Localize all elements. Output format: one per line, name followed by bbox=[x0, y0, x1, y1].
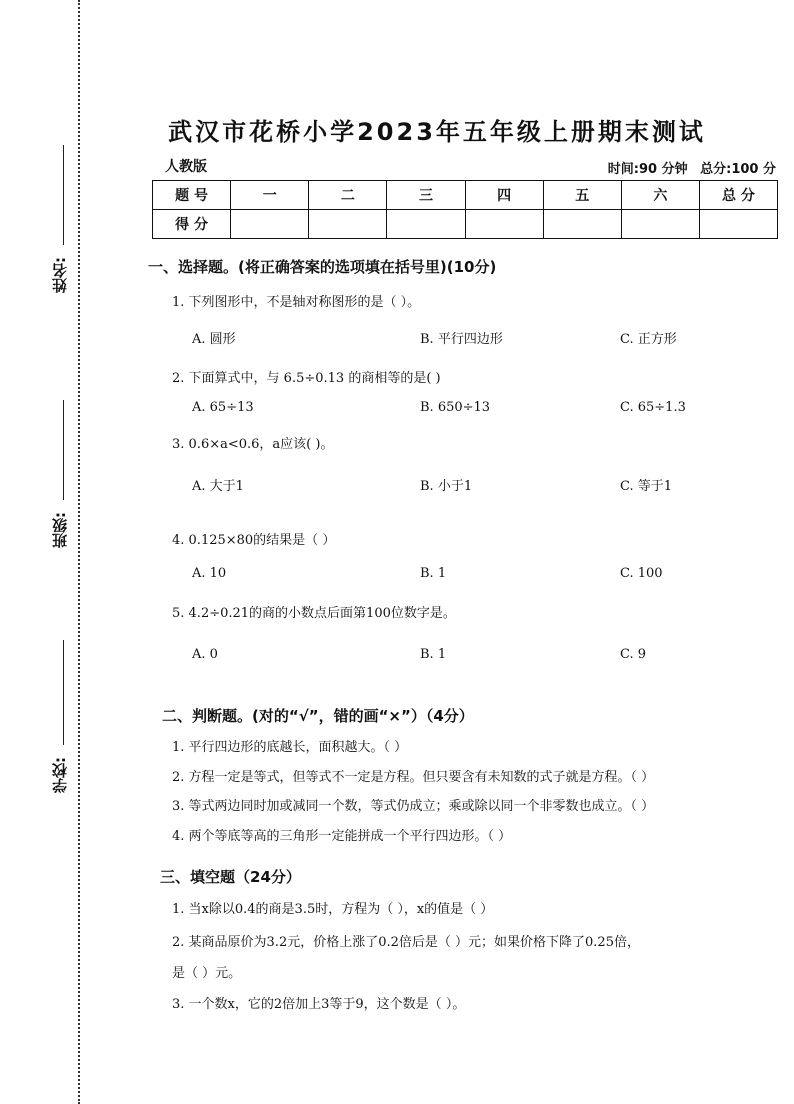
option-2b: B. 650÷13 bbox=[420, 400, 491, 415]
total-score: 总分:100 分 bbox=[700, 162, 776, 177]
score-entry-cell[interactable] bbox=[231, 210, 309, 239]
option-4b: B. 1 bbox=[420, 566, 447, 581]
class-underline bbox=[63, 400, 64, 500]
question-4: 4. 0.125×80的结果是（ ） bbox=[172, 533, 336, 548]
option-1c: C. 正方形 bbox=[620, 332, 677, 347]
name-label: 姓名: bbox=[51, 257, 69, 293]
section2-heading: 二、判断题。(对的“√”，错的画“×”）（4分） bbox=[162, 707, 474, 725]
edition-label: 人教版 bbox=[165, 159, 207, 175]
table-cell: 二 bbox=[309, 181, 387, 210]
class-label: 班级: bbox=[51, 512, 69, 548]
school-underline bbox=[63, 640, 64, 745]
question-1: 1. 下列图形中，不是轴对称图形的是（ ）。 bbox=[172, 295, 421, 310]
option-3c: C. 等于1 bbox=[620, 479, 673, 494]
option-4a: A. 10 bbox=[192, 566, 227, 581]
table-cell: 六 bbox=[621, 181, 699, 210]
judge-item-3: 3. 等式两边同时加或减同一个数，等式仍成立；乘或除以同一个非零数也成立。（ ） bbox=[172, 799, 655, 814]
fill-item-1: 1. 当x除以0.4的商是3.5时，方程为（ ），x的值是（ ） bbox=[172, 902, 494, 917]
time-info bbox=[600, 158, 776, 177]
score-entry-cell[interactable] bbox=[621, 210, 699, 239]
option-5c: C. 9 bbox=[620, 647, 647, 662]
exam-title: 武汉市花桥小学2023年五年级上册期末测试 bbox=[168, 118, 706, 146]
table-cell: 得 分 bbox=[153, 210, 231, 239]
table-cell: 五 bbox=[543, 181, 621, 210]
question-2: 2. 下面算式中，与 6.5÷0.13 的商相等的是( ) bbox=[172, 371, 441, 386]
time-limit: 时间:90 分钟 bbox=[607, 162, 688, 177]
option-4c: C. 100 bbox=[620, 566, 663, 581]
school-label: 学校: bbox=[51, 757, 69, 793]
option-1b: B. 平行四边形 bbox=[420, 332, 503, 347]
table-cell: 一 bbox=[231, 181, 309, 210]
judge-item-2: 2. 方程一定是等式，但等式不一定是方程。但只要含有未知数的式子就是方程。（ ） bbox=[172, 770, 655, 785]
table-cell: 总 分 bbox=[699, 181, 777, 210]
question-3: 3. 0.6×a<0.6，a应该( )。 bbox=[172, 437, 334, 452]
score-entry-cell[interactable] bbox=[699, 210, 777, 239]
table-cell: 题 号 bbox=[153, 181, 231, 210]
option-2c: C. 65÷1.3 bbox=[620, 400, 686, 415]
fill-item-2: 2. 某商品原价为3.2元，价格上涨了0.2倍后是（ ）元；如果价格下降了0.25倍， bbox=[172, 935, 640, 950]
judge-item-1: 1. 平行四边形的底越长，面积越大。（ ） bbox=[172, 740, 408, 755]
score-entry-cell[interactable] bbox=[543, 210, 621, 239]
score-entry-cell[interactable] bbox=[387, 210, 465, 239]
score-table-header-row bbox=[153, 181, 778, 210]
option-3a: A. 大于1 bbox=[192, 479, 244, 494]
name-underline bbox=[63, 145, 64, 245]
option-5b: B. 1 bbox=[420, 647, 447, 662]
score-table bbox=[152, 180, 778, 239]
judge-item-4: 4. 两个等底等高的三角形一定能拼成一个平行四边形。（ ） bbox=[172, 829, 512, 844]
option-2a: A. 65÷13 bbox=[192, 400, 254, 415]
option-1a: A. 圆形 bbox=[192, 332, 236, 347]
table-cell: 四 bbox=[465, 181, 543, 210]
fill-item-3: 3. 一个数x，它的2倍加上3等于9，这个数是（ ）。 bbox=[172, 997, 466, 1012]
table-cell: 三 bbox=[387, 181, 465, 210]
question-5: 5. 4.2÷0.21的商的小数点后面第100位数字是。 bbox=[172, 606, 456, 621]
section3-heading: 三、填空题（24分） bbox=[160, 868, 301, 886]
option-5a: A. 0 bbox=[192, 647, 218, 662]
section1-heading: 一、选择题。(将正确答案的选项填在括号里)(10分) bbox=[148, 258, 497, 276]
fill-item-2-continued: 是（ ）元。 bbox=[172, 966, 242, 981]
score-entry-cell[interactable] bbox=[465, 210, 543, 239]
score-entry-cell[interactable] bbox=[309, 210, 387, 239]
score-table-score-row bbox=[153, 210, 778, 239]
binding-dotted-line bbox=[78, 0, 80, 1104]
option-3b: B. 小于1 bbox=[420, 479, 473, 494]
